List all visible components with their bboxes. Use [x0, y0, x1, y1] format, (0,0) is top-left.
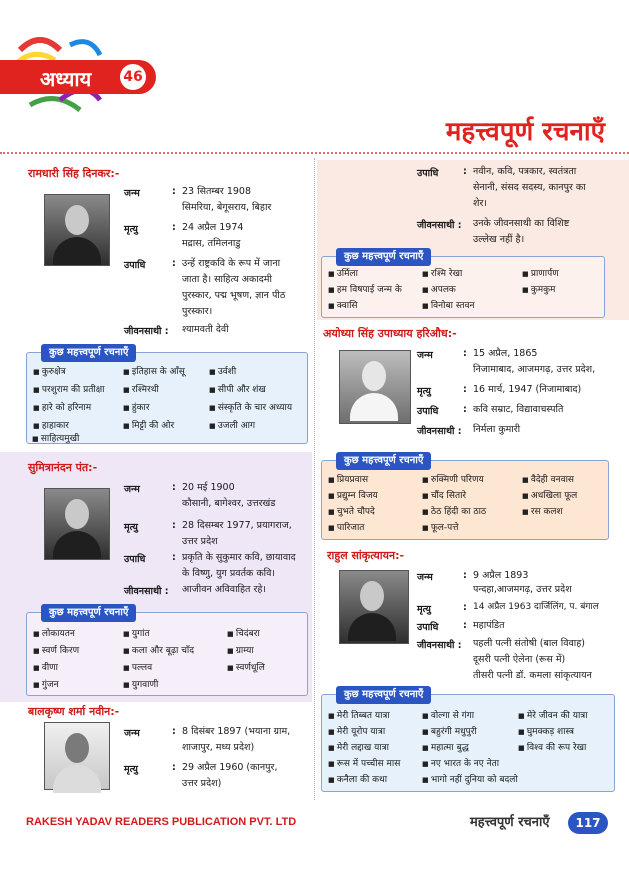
work-item: ■ रश्मि रेखा: [422, 267, 462, 281]
work-item: ■ प्रियप्रवास: [328, 473, 368, 487]
birth-place: निजामाबाद, आजमगढ़, उत्तर प्रदेश,: [473, 364, 596, 375]
title-label: उपाधि: [417, 168, 439, 179]
work-item: ■ उर्मिला: [328, 267, 358, 281]
author-photo: [44, 722, 110, 790]
chapter-label: अध्याय: [40, 67, 92, 91]
death-label: मृत्यु: [417, 604, 431, 615]
colon: :: [172, 552, 176, 563]
work-item: ■ लोकायतन: [33, 627, 75, 641]
work-item: ■ हुंकार: [123, 401, 150, 415]
title-line-4: पुरस्कार।: [182, 306, 213, 317]
work-item: ■ इतिहास के आँसू: [123, 365, 185, 379]
title-label: उपाधि: [417, 406, 439, 417]
work-item: ■ वीणा: [33, 661, 58, 675]
work-item: ■ स्वर्ण किरण: [33, 644, 79, 658]
colon: :: [463, 166, 467, 177]
work-item: ■ साहित्यमुखी: [32, 432, 79, 446]
work-item: ■ रूस में पच्चीस मास: [328, 757, 400, 771]
work-item: ■ ग्राम्या: [227, 644, 254, 658]
work-item: ■ हाहाकार: [33, 419, 69, 433]
work-item: ■ मेरी लद्दाख यात्रा: [328, 741, 389, 755]
works-heading: कुछ महत्त्वपूर्ण रचनाएँ: [41, 344, 136, 362]
spouse-label: जीवनसाथी :: [124, 326, 169, 337]
page-number: 117: [568, 812, 608, 834]
author-section-hariaudh: [317, 322, 629, 542]
work-item: ■ वैदेही वनवास: [522, 473, 574, 487]
death-value: 28 दिसम्बर 1977, प्रयागराज,: [182, 520, 292, 531]
spouse-value: निर्मला कुमारी: [473, 424, 521, 435]
work-item: ■ सीपी और शंख: [209, 383, 266, 397]
footer-section-title: महत्त्वपूर्ण रचनाएँ: [470, 815, 550, 830]
work-item: ■ नए भारत के नए नेता: [422, 757, 499, 771]
work-item: ■ कनैला की कथा: [328, 773, 387, 787]
works-heading: कुछ महत्त्वपूर्ण रचनाएँ: [336, 248, 431, 266]
author-section-naveen-continued: [317, 160, 629, 320]
work-item: ■ युगांत: [123, 627, 150, 641]
title-line-1: उन्हें राष्ट्रकवि के रूप में जाना: [182, 258, 281, 269]
birth-value: 15 अप्रैल, 1865: [473, 348, 538, 359]
work-item: ■ कला और बूढ़ा चाँद: [123, 644, 194, 658]
colon: :: [463, 570, 467, 581]
author-name: बालकृष्ण शर्मा नवीन:-: [28, 705, 120, 718]
spouse-label: जीवनसाथी :: [124, 586, 169, 597]
author-photo: [44, 488, 110, 560]
work-item: ■ मेरी तिब्बत यात्रा: [328, 709, 390, 723]
birth-value: 23 सितम्बर 1908: [182, 186, 251, 197]
works-heading: कुछ महत्त्वपूर्ण रचनाएँ: [336, 452, 431, 470]
colon: :: [463, 348, 467, 359]
title-line-3: शेर।: [473, 198, 487, 209]
work-item: ■ प्रद्युम्न विजय: [328, 489, 378, 503]
work-item: ■ हम विषपाई जन्म के: [328, 283, 402, 297]
birth-place: सिमरिया, बेगूसराय, बिहार: [182, 202, 272, 213]
title-value: कवि सम्राट, विद्यावाचस्पति: [473, 404, 564, 415]
birth-label: जन्म: [124, 484, 140, 495]
work-item: ■ ठेठ हिंदी का ठाठ: [422, 505, 486, 519]
work-item: ■ चिदंबरा: [227, 627, 260, 641]
work-item: ■ बहुरंगी मधुपुरी: [422, 725, 477, 739]
birth-place: कौसानी, बागेश्वर, उत्तरखंड: [182, 498, 276, 509]
publisher-name: RAKESH YADAV READERS PUBLICATION PVT. LTD: [26, 816, 297, 828]
work-item: ■ वोल्गा से गंगा: [422, 709, 474, 723]
title-value: महापंडित: [473, 620, 505, 631]
work-item: ■ चुभते चौपदे: [328, 505, 375, 519]
colon: :: [463, 404, 467, 415]
spouse-line-1: पहली पत्नी संतोषी (बाल विवाह): [473, 638, 585, 649]
death-value: 16 मार्च, 1947 (निजामाबाद): [473, 384, 582, 395]
work-item: ■ रश्मिरथी: [123, 383, 159, 397]
author-name: रामधारी सिंह दिनकर:-: [28, 167, 120, 180]
work-item: ■ कुरुक्षेत्र: [33, 365, 66, 379]
title-line-1: नवीन, कवि, पत्रकार, स्वतंत्रता: [473, 166, 577, 177]
works-heading: कुछ महत्त्वपूर्ण रचनाएँ: [41, 604, 136, 622]
death-label: मृत्यु: [124, 522, 138, 533]
work-item: ■ विश्व की रूप रेखा: [518, 741, 586, 755]
work-item: ■ पल्लव: [123, 661, 152, 675]
spouse-value: श्यामवती देवी: [182, 324, 229, 335]
colon: :: [172, 520, 176, 531]
work-item: ■ क्वासि: [328, 299, 358, 313]
author-section-dinkar: [0, 160, 312, 450]
work-item: ■ उजली आग: [209, 419, 255, 433]
work-item: ■ भागो नहीं दुनिया को बदलो: [422, 773, 518, 787]
spouse-line-3: तीसरी पत्नी डॉ. कमला सांकृत्यायन: [473, 670, 592, 681]
work-item: ■ मिट्टी की ओर: [123, 419, 174, 433]
colon: :: [172, 762, 176, 773]
title-line-3: पुरस्कार, पद्म भूषण, ज्ञान पीठ: [182, 290, 286, 301]
work-item: ■ अधखिला फूल: [522, 489, 577, 503]
title-line-1: प्रकृति के सुकुमार कवि, छायावाद: [182, 552, 296, 563]
author-name: राहुल सांकृत्यायन:-: [327, 549, 405, 562]
spouse-line-2: दूसरी पत्नी ऐलेना (रूस में): [473, 654, 566, 665]
death-value: 24 अप्रैल 1974: [182, 222, 244, 233]
work-item: ■ फूल-पत्ते: [422, 521, 458, 535]
work-item: ■ घुमक्कड़ शास्त्र: [518, 725, 574, 739]
author-name: सुमित्रानंदन पंत:-: [28, 461, 98, 474]
work-item: ■ स्वर्णधूलि: [227, 661, 265, 675]
death-place: उत्तर प्रदेश: [182, 536, 218, 547]
work-item: ■ परशुराम की प्रतीक्षा: [33, 383, 104, 397]
works-heading: कुछ महत्त्वपूर्ण रचनाएँ: [336, 686, 431, 704]
work-item: ■ गुंजन: [33, 678, 59, 692]
spouse-label: जीवनसाथी :: [417, 426, 462, 437]
death-place: उत्तर प्रदेश): [182, 778, 222, 789]
author-photo: [44, 194, 110, 266]
death-label: मृत्यु: [124, 764, 138, 775]
author-name: अयोध्या सिंह उपाध्याय हरिऔध:-: [323, 327, 457, 340]
spouse-line-2: उल्लेख नहीं है।: [473, 234, 525, 245]
work-item: ■ रुक्मिणी परिणय: [422, 473, 484, 487]
colon: :: [172, 186, 176, 197]
work-item: ■ मेरे जीवन की यात्रा: [518, 709, 588, 723]
spouse-label: जीवनसाथी :: [417, 640, 462, 651]
work-item: ■ मेरी यूरोप यात्रा: [328, 725, 385, 739]
title-line-2: जाता है। साहित्य अकादमी: [182, 274, 272, 285]
works-box: [321, 251, 605, 318]
work-item: ■ कुमकुम: [522, 283, 555, 297]
page-title: महत्त्वपूर्ण रचनाएँ: [445, 117, 605, 147]
works-box: [321, 455, 609, 540]
death-label: मृत्यु: [124, 224, 138, 235]
birth-label: जन्म: [417, 572, 433, 583]
work-item: ■ महात्मा बुद्ध: [422, 741, 469, 755]
spouse-label: जीवनसाथी :: [417, 220, 462, 231]
birth-value: 8 दिसंबर 1897 (भयाना ग्राम,: [182, 726, 291, 737]
work-item: ■ प्राणार्पण: [522, 267, 559, 281]
colon: :: [172, 482, 176, 493]
work-item: ■ संस्कृति के चार अध्याय: [209, 401, 292, 415]
author-photo: [339, 570, 409, 644]
death-place: मद्रास, तमिलनाडु: [182, 238, 241, 249]
death-value: 29 अप्रैल 1960 (कानपुर,: [182, 762, 278, 773]
works-box: [26, 347, 308, 444]
author-section-pant: [0, 452, 312, 702]
birth-label: जन्म: [124, 188, 140, 199]
title-label: उपाधि: [124, 260, 146, 271]
title-line-2: सेनानी, संसद सदस्य, कानपुर का: [473, 182, 586, 193]
spouse-line-1: उनके जीवनसाथी का विशिष्ट: [473, 218, 570, 229]
author-photo: [339, 350, 411, 424]
work-item: ■ युगवाणी: [123, 678, 158, 692]
work-item: ■ पारिजात: [328, 521, 364, 535]
work-item: ■ अपलक: [422, 283, 456, 297]
birth-label: जन्म: [124, 728, 140, 739]
colon: :: [172, 726, 176, 737]
colon: :: [463, 602, 467, 613]
birth-value: 20 मई 1900: [182, 482, 235, 493]
birth-place: पन्दहा,आजमगढ़, उत्तर प्रदेश: [473, 584, 572, 595]
work-item: ■ चौंद सितारे: [422, 489, 466, 503]
author-section-sankrityayan: [317, 544, 629, 796]
spouse-value: आजीवन अविवाहित रहे।: [182, 584, 267, 595]
death-value: 14 अप्रैल 1963 दार्जिलिंग, प. बंगाल: [473, 602, 599, 612]
birth-label: जन्म: [417, 350, 433, 361]
death-label: मृत्यु: [417, 386, 431, 397]
birth-value: 9 अप्रैल 1893: [473, 570, 529, 581]
header-divider: [0, 152, 629, 154]
colon: :: [463, 620, 467, 631]
column-divider: [314, 158, 315, 800]
colon: :: [172, 258, 176, 269]
title-label: उपाधि: [124, 554, 146, 565]
work-item: ■ रस कलश: [522, 505, 563, 519]
work-item: ■ उर्वशी: [209, 365, 236, 379]
colon: :: [172, 222, 176, 233]
works-box: [26, 607, 308, 696]
title-label: उपाधि: [417, 622, 439, 633]
work-item: ■ हारे को हरिनाम: [33, 401, 91, 415]
author-section-naveen: [0, 704, 312, 800]
birth-place: शाजापुर, मध्य प्रदेश): [182, 742, 255, 753]
work-item: ■ विनोबा स्तवन: [422, 299, 474, 313]
colon: :: [463, 384, 467, 395]
chapter-number-badge: 46: [120, 64, 146, 90]
works-box: [321, 689, 615, 792]
title-line-2: के विष्णु, युग प्रवर्तक कवि।: [182, 568, 275, 579]
